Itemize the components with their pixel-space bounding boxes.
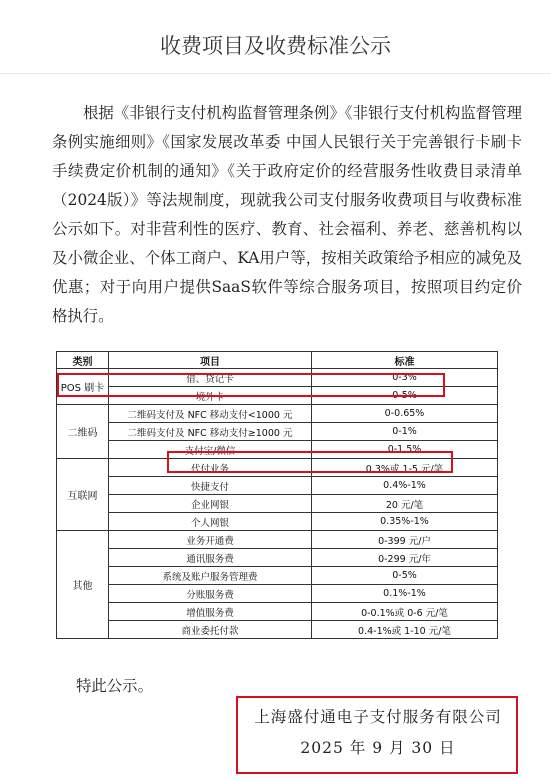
row-item: 快捷支付 <box>109 477 312 495</box>
table-row <box>57 549 498 567</box>
header-standard: 标准 <box>312 352 498 369</box>
row-item: 二维码支付及 NFC 移动支付<1000 元 <box>109 405 312 423</box>
row-standard: 0-399 元/户 <box>312 531 498 549</box>
table-row <box>57 477 498 495</box>
table-row <box>57 567 498 585</box>
row-item: 增值服务费 <box>109 603 312 621</box>
row-standard: 0-1% <box>312 423 498 441</box>
category-qr: 二维码 <box>57 405 109 459</box>
row-standard: 0-0.65% <box>312 405 498 423</box>
header-category: 类别 <box>57 352 109 369</box>
table-row <box>57 621 498 639</box>
signature-date: 2025 年 9 月 30 日 <box>300 739 456 757</box>
table-header-row <box>57 352 498 369</box>
row-standard: 20 元/笔 <box>312 495 498 513</box>
row-item: 企业网银 <box>109 495 312 513</box>
signature-company: 上海盛付通电子支付服务有限公司 <box>254 708 502 726</box>
table-row <box>57 603 498 621</box>
row-standard: 0-0.1%或 0-6 元/笔 <box>312 603 498 621</box>
table-row <box>57 459 498 477</box>
row-item: 代付业务 <box>109 459 312 477</box>
table-row <box>57 495 498 513</box>
row-standard: 0.4%-1% <box>312 477 498 495</box>
row-standard: 0-3% <box>312 369 498 387</box>
row-standard: 0.4-1%或 1-10 元/笔 <box>312 621 498 639</box>
table-row <box>57 585 498 603</box>
intro-paragraph <box>52 99 522 331</box>
row-item: 商业委托付款 <box>109 621 312 639</box>
row-standard: 0.3%或 1-5 元/笔 <box>312 459 498 477</box>
table-row <box>57 441 498 459</box>
row-standard: 0-5% <box>312 387 498 405</box>
closing-text: 特此公示。 <box>76 677 153 695</box>
row-item: 系统及账户服务管理费 <box>109 567 312 585</box>
header-item: 项目 <box>109 352 312 369</box>
row-standard: 0-299 元/年 <box>312 549 498 567</box>
row-item: 境外卡 <box>109 387 312 405</box>
row-item: 支付宝/微信 <box>109 441 312 459</box>
category-pos: POS 刷卡 <box>57 369 109 405</box>
category-other: 其他 <box>57 531 109 639</box>
table-row <box>57 369 498 387</box>
row-standard: 0-1.5% <box>312 441 498 459</box>
table-row <box>57 531 498 549</box>
table-row <box>57 513 498 531</box>
table-row <box>57 387 498 405</box>
row-standard: 0.1%-1% <box>312 585 498 603</box>
intro-text: 根据《非银行支付机构监督管理条例》《非银行支付机构监督管理条例实施细则》《国家发展改革委 中国人民银行关于完善银行卡刷卡手续费定价机制的通知》《关于政府定价的经营服务性收费目录清单（2024版）》等法规制度，现就我公司支付服务收费项目与收费标准公示如下。对非营利性的医疗、教育、社会福利、养老、慈善机构以及小微企业、个体工商户、KA用户等，按相关政策给予相应的减免及优惠；对于向用户提供SaaS软件等综合服务项目，按照项目约定价格执行。 <box>52 104 522 325</box>
title-divider <box>0 73 551 74</box>
row-item: 借、贷记卡 <box>109 369 312 387</box>
row-item: 分账服务费 <box>109 585 312 603</box>
fee-table <box>56 351 498 639</box>
row-standard: 0.35%-1% <box>312 513 498 531</box>
table-row <box>57 423 498 441</box>
row-item: 二维码支付及 NFC 移动支付≥1000 元 <box>109 423 312 441</box>
row-standard: 0-5% <box>312 567 498 585</box>
page-title: 收费项目及收费标准公示 <box>160 34 391 58</box>
table-row <box>57 405 498 423</box>
row-item: 个人网银 <box>109 513 312 531</box>
row-item: 业务开通费 <box>109 531 312 549</box>
row-item: 通讯服务费 <box>109 549 312 567</box>
category-internet: 互联网 <box>57 459 109 531</box>
